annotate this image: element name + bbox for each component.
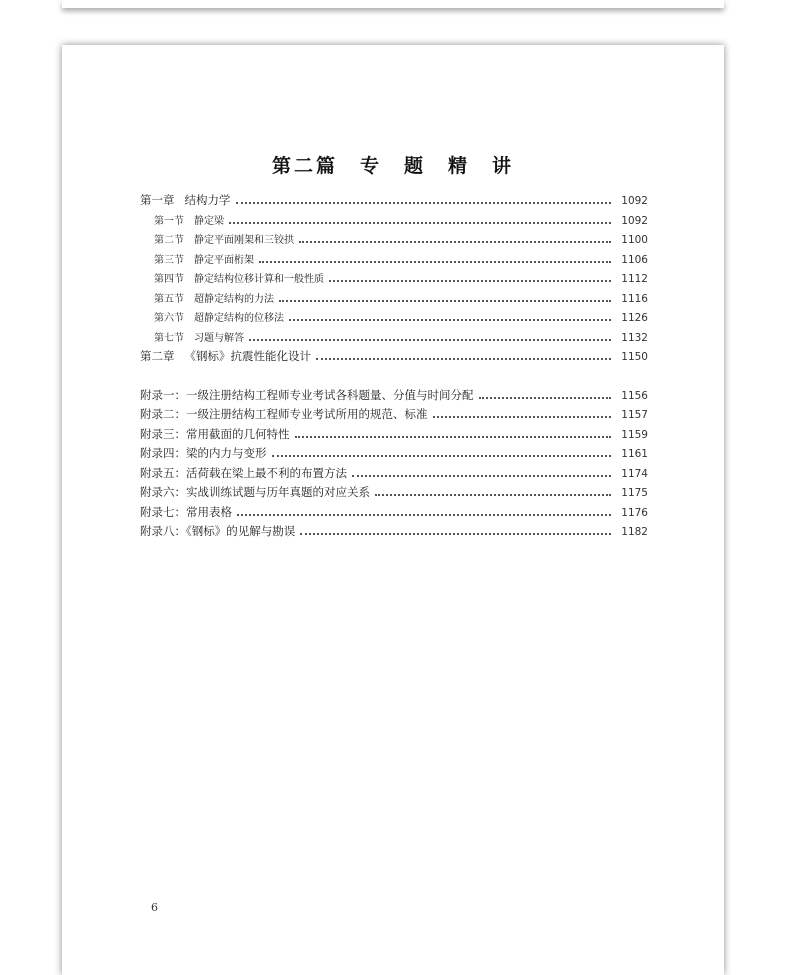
dot-leader xyxy=(375,493,611,496)
previous-page-edge xyxy=(62,0,724,8)
page-ref: 1116 xyxy=(621,292,648,305)
section-number: 第一节 xyxy=(154,215,184,227)
dot-leader xyxy=(289,318,611,321)
section-title: 超静定结构的力法 xyxy=(194,293,274,305)
appendix-title: 附录八：《钢标》的见解与勘误 xyxy=(140,524,296,538)
page-ref: 1150 xyxy=(621,351,648,363)
toc-appendix-8[interactable] xyxy=(140,523,648,543)
page-ref: 1174 xyxy=(621,467,648,480)
part-title: 第二篇 专 题 精 讲 xyxy=(271,155,514,177)
dot-leader xyxy=(433,415,612,418)
page-ref: 1176 xyxy=(621,506,648,519)
section-title: 静定结构位移计算和一般性质 xyxy=(194,274,324,285)
section-number: 第六节 xyxy=(154,313,184,324)
page-number: 6 xyxy=(151,901,158,914)
page-ref: 1156 xyxy=(621,389,648,402)
toc-appendix-6[interactable] xyxy=(140,484,648,504)
page-ref: 1157 xyxy=(621,409,648,421)
dot-leader xyxy=(300,532,611,535)
toc-appendix-4[interactable] xyxy=(140,445,648,465)
dot-leader xyxy=(316,357,611,360)
dot-leader xyxy=(295,435,612,438)
toc-appendix-2[interactable] xyxy=(140,406,648,426)
page-ref: 1100 xyxy=(621,234,648,246)
page-ref: 1092 xyxy=(621,195,648,207)
dot-leader xyxy=(249,338,611,341)
appendix-title: 附录一：一级注册结构工程师专业考试各科题量、分值与时间分配 xyxy=(140,387,474,402)
section-title: 习题与解答 xyxy=(194,332,244,344)
toc-appendix-5[interactable] xyxy=(140,465,648,485)
toc-appendix-1[interactable] xyxy=(140,387,648,407)
page-ref: 1182 xyxy=(621,526,648,538)
section-title: 静定梁 xyxy=(194,215,224,227)
section-title: 静定平面刚架和三铰拱 xyxy=(194,235,294,246)
page-ref: 1106 xyxy=(621,253,648,266)
toc-section-3[interactable] xyxy=(140,251,648,271)
appendix-title: 附录四：梁的内力与变形 xyxy=(140,446,267,460)
section-title: 超静定结构的位移法 xyxy=(194,313,284,324)
page-ref: 1126 xyxy=(621,312,648,324)
document-page xyxy=(62,45,724,975)
section-number: 第三节 xyxy=(154,254,184,266)
page-ref: 1132 xyxy=(621,331,648,344)
appendix-title: 附录三：常用截面的几何特性 xyxy=(140,426,290,441)
toc-appendix-7[interactable] xyxy=(140,504,648,524)
section-number: 第四节 xyxy=(154,274,184,285)
appendix-title: 附录二：一级注册结构工程师专业考试所用的规范、标准 xyxy=(140,407,428,421)
dot-leader xyxy=(272,454,612,457)
dot-leader xyxy=(229,221,611,224)
toc-section-1[interactable] xyxy=(140,212,648,232)
section-number: 第五节 xyxy=(154,293,184,305)
toc-chapter-1[interactable] xyxy=(140,192,648,212)
table-of-contents xyxy=(140,192,648,543)
section-number: 第七节 xyxy=(154,332,184,344)
chapter-number: 第一章 xyxy=(140,193,175,207)
page-ref: 1112 xyxy=(621,273,648,285)
page-ref: 1175 xyxy=(621,487,648,499)
chapter-title: 《钢标》抗震性能化设计 xyxy=(184,349,311,363)
dot-leader xyxy=(479,396,612,399)
appendix-title: 附录六：实战训练试题与历年真题的对应关系 xyxy=(140,485,370,499)
dot-leader xyxy=(352,474,611,477)
section-title: 静定平面桁架 xyxy=(194,254,254,266)
appendix-title: 附录七：常用表格 xyxy=(140,504,232,519)
chapter-number: 第二章 xyxy=(140,349,175,363)
chapter-title: 结构力学 xyxy=(184,193,231,207)
toc-appendix-3[interactable] xyxy=(140,426,648,446)
dot-leader xyxy=(329,279,611,282)
section-number: 第二节 xyxy=(154,235,184,246)
toc-chapter-2[interactable] xyxy=(140,348,648,368)
appendix-title: 附录五：活荷载在梁上最不利的布置方法 xyxy=(140,465,347,480)
dot-leader xyxy=(236,201,612,204)
toc-section-7[interactable] xyxy=(140,329,648,349)
toc-section-2[interactable] xyxy=(140,231,648,251)
dot-leader xyxy=(279,299,611,302)
toc-section-6[interactable] xyxy=(140,309,648,329)
page-ref: 1159 xyxy=(621,428,648,441)
page-ref: 1161 xyxy=(621,448,648,460)
toc-section-4[interactable] xyxy=(140,270,648,290)
dot-leader xyxy=(299,240,611,243)
dot-leader xyxy=(237,513,611,516)
page-ref: 1092 xyxy=(621,214,648,227)
toc-section-5[interactable] xyxy=(140,290,648,310)
dot-leader xyxy=(259,260,611,263)
